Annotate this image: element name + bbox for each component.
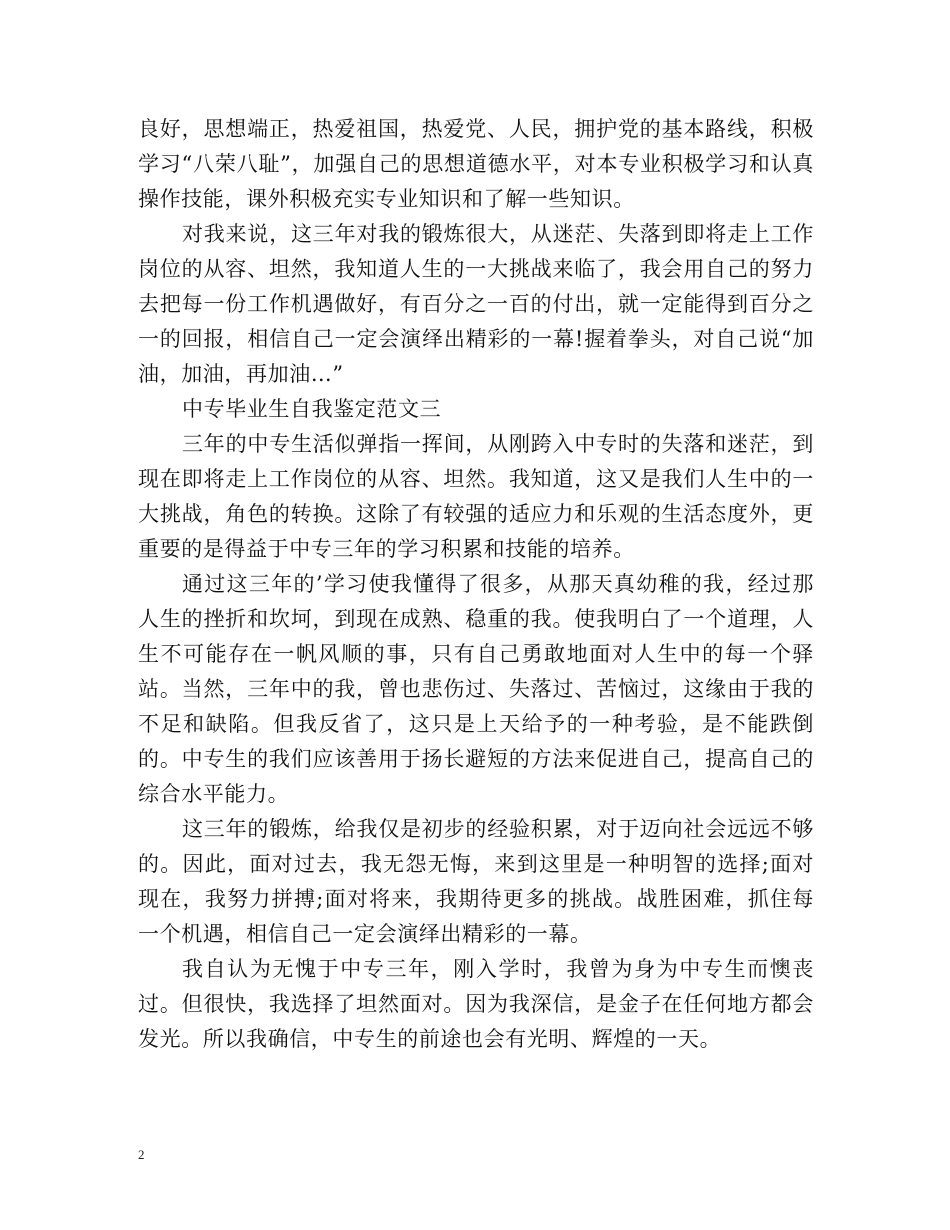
document-body <box>138 112 814 1057</box>
page-number: 2 <box>138 1147 145 1162</box>
paragraph-1: 良好，思想端正，热爱祖国，热爱党、人民，拥护党的基本路线，积极学习“八荣八耻”，加强自己的思想道德水平，对本专业积极学习和认真操作技能，课外积极充实专业知识和了解一些知识。 <box>138 117 814 211</box>
paragraph-3: 三年的中专生活似弹指一挥间，从刚跨入中专时的失落和迷茫，到现在即将走上工作岗位的从容、坦然。我知道，这又是我们人生中的一大挑战，角色的转换。这除了有较强的适应力和乐观的生活态度外，更重要的是得益于中专三年的学习积累和技能的培养。 <box>138 432 814 561</box>
paragraph-6: 我自认为无愧于中专三年，刚入学时，我曾为身为中专生而懊丧过。但很快，我选择了坦然面对。因为我深信，是金子在任何地方都会发光。所以我确信，中专生的前途也会有光明、辉煌的一天。 <box>138 957 814 1051</box>
paragraph-2: 对我来说，这三年对我的锻炼很大，从迷茫、失落到即将走上工作岗位的从容、坦然，我知道人生的一大挑战来临了，我会用自己的努力去把每一份工作机遇做好，有百分之一百的付出，就一定能得到百分之一的回报，相信自己一定会演绎出精彩的一幕!握着拳头，对自己说“加油，加油，再加油…” <box>138 222 814 386</box>
section-heading: 中专毕业生自我鉴定范文三 <box>182 397 442 421</box>
paragraph-5: 这三年的锻炼，给我仅是初步的经验积累，对于迈向社会远远不够的。因此，面对过去，我无怨无悔，来到这里是一种明智的选择;面对现在，我努力拼搏;面对将来，我期待更多的挑战。战胜困难，抓住每一个机遇，相信自己一定会演绎出精彩的一幕。 <box>138 817 814 946</box>
paragraph-4: 通过这三年的’学习使我懂得了很多，从那天真幼稚的我，经过那人生的挫折和坎坷，到现在成熟、稳重的我。使我明白了一个道理，人生不可能存在一帆风顺的事，只有自己勇敢地面对人生中的每一个驿站。当然，三年中的我，曾也悲伤过、失落过、苦恼过，这缘由于我的不足和缺陷。但我反省了，这只是上天给予的一种考验，是不能跌倒的。中专生的我们应该善用于扬长避短的方法来促进自己，提高自己的综合水平能力。 <box>138 572 814 806</box>
